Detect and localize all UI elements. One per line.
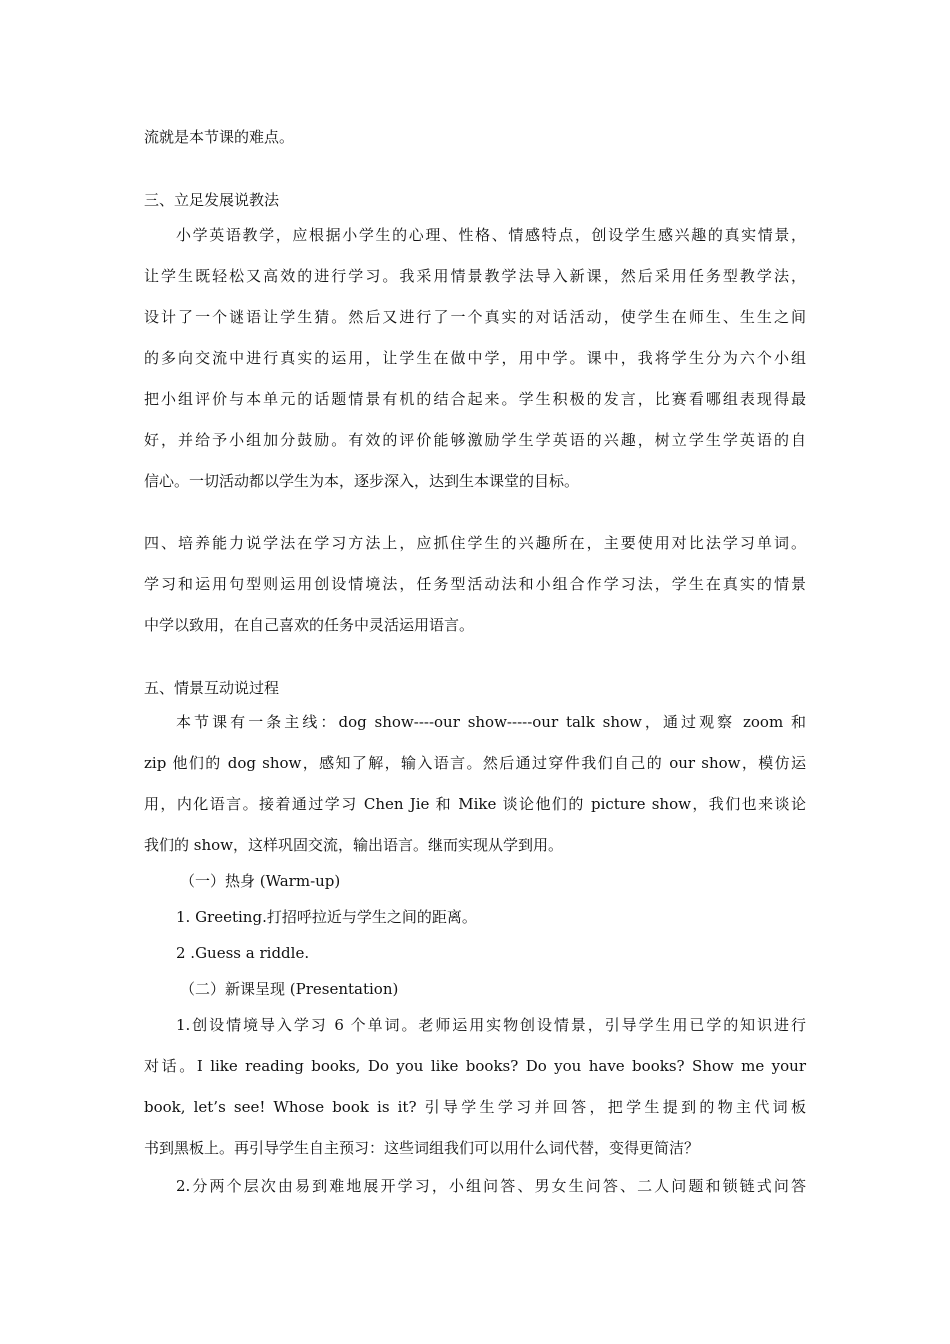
section-heading: 四、培养能力说学法在学习方法上，应抓住学生的兴趣所在，主要使用对比法学习单词。	[144, 534, 806, 552]
paragraph-line: 把小组评价与本单元的话题情景有机的结合起来。学生积极的发言，比赛看哪组表现得最	[144, 390, 806, 408]
paragraph-line: 学习和运用句型则运用创设情境法，任务型活动法和小组合作学习法，学生在真实的情景	[144, 575, 806, 593]
paragraph-line: 书到黑板上。再引导学生自主预习：这些词组我们可以用什么词代替，变得更简洁？	[144, 1139, 700, 1157]
paragraph-line: 小学英语教学，应根据小学生的心理、性格、情感特点，创设学生感兴趣的真实情景，	[176, 226, 806, 244]
paragraph-line: 我们的 show，这样巩固交流，输出语言。继而实现从学到用。	[144, 836, 563, 854]
paragraph-line: 本节课有一条主线：dog show----our show-----our talk show，通过观察 zoom 和	[176, 713, 806, 731]
section-heading: 五、情景互动说过程	[144, 679, 280, 697]
list-item: 1. Greeting.打招呼拉近与学生之间的距离。	[176, 908, 477, 926]
paragraph-line: 信心。一切活动都以学生为本，逐步深入，达到生本课堂的目标。	[144, 472, 580, 490]
paragraph-line: 的多向交流中进行真实的运用，让学生在做中学，用中学。课中，我将学生分为六个小组	[144, 349, 806, 367]
subsection-heading: （一）热身 (Warm-up)	[180, 872, 341, 890]
paragraph-line: 1.创设情境导入学习 6 个单词。老师运用实物创设情景，引导学生用已学的知识进行	[176, 1016, 806, 1034]
subsection-heading: （二）新课呈现 (Presentation)	[180, 980, 399, 998]
paragraph-line: 流就是本节课的难点。	[144, 128, 295, 146]
paragraph-line: zip 他们的 dog show，感知了解，输入语言。然后通过穿件我们自己的 our show，模仿运	[144, 754, 806, 772]
paragraph-line: 对话。I like reading books, Do you like books? Do you have books? Show me your	[144, 1057, 806, 1075]
list-item: 2 .Guess a riddle.	[176, 944, 310, 962]
paragraph-line: 好，并给予小组加分鼓励。有效的评价能够激励学生学英语的兴趣，树立学生学英语的自	[144, 431, 806, 449]
paragraph-line: 2.分两个层次由易到难地展开学习，小组问答、男女生问答、二人问题和锁链式问答	[176, 1177, 806, 1195]
paragraph-line: book, let’s see! Whose book is it? 引导学生学习并回答，把学生提到的物主代词板	[144, 1098, 806, 1116]
paragraph-line: 用，内化语言。接着通过学习 Chen Jie 和 Mike 谈论他们的 picture show，我们也来谈论	[144, 795, 806, 813]
paragraph-line: 设计了一个谜语让学生猜。然后又进行了一个真实的对话活动，使学生在师生、生生之间	[144, 308, 806, 326]
section-heading: 三、立足发展说教法	[144, 191, 280, 209]
paragraph-line: 中学以致用，在自己喜欢的任务中灵活运用语言。	[144, 616, 475, 634]
paragraph-line: 让学生既轻松又高效的进行学习。我采用情景教学法导入新课，然后采用任务型教学法，	[144, 267, 806, 285]
